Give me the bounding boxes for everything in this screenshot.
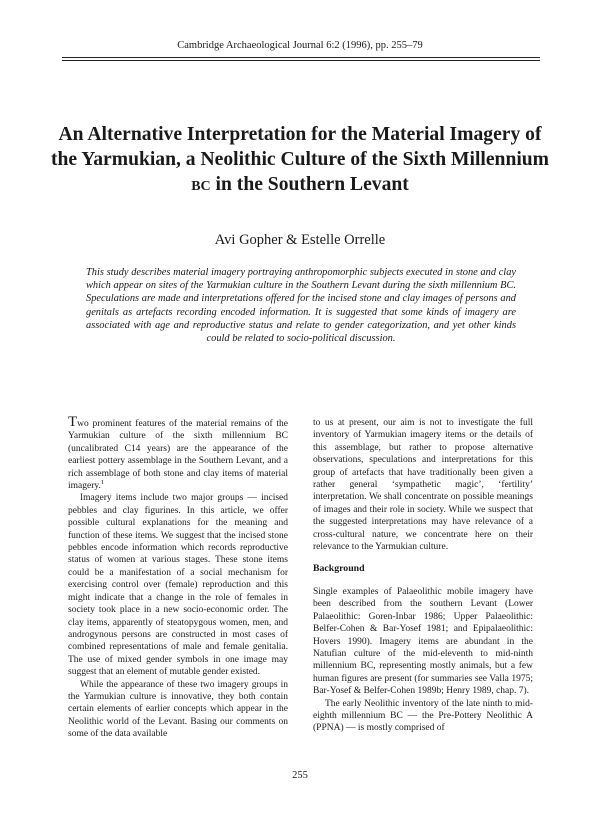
- header-rule-top: [62, 57, 540, 58]
- paragraph-innovation: While the appearance of these two imagery groups in the Yarmukian culture is innovative, they both contain certain elements of earlier concepts which appear in the Neolithic world of the Levant. Basing our comments on some of the data available: [68, 679, 288, 740]
- paragraph-aim: to us at present, our aim is not to investigate the full inventory of Yarmukian imagery items or the details of this assemblage, but rather to propose alternative observations, speculations and interpretations for this group of artefacts that have traditionally been given a rather general ‘sympathetic magic’, ‘fertility’ interpretation. We shall concentrate on possible meanings of images and their role in society. While we suspect that the suggested interpretations may have relevance of a cross-cultural nature, we concentrate here on their relevance to the Yarmukian culture.: [313, 418, 533, 553]
- title-line-2: the Yarmukian, a Neolithic Culture of the Sixth Millennium: [50, 149, 550, 170]
- paragraph-palaeolithic: Single examples of Palaeolithic mobile imagery have been described from the southern Levant (Lower Palaeolithic: Goren-Inbar 1986; Upper Palaeolithic: Belfer-Cohen & Bar-Yosef 1981; and Epipalaeolithic: Hovers 1990). Imagery items are abundant in the Natufian culture of the mid-eleventh to mid-ninth millennium BC, representing mostly animals, but a few human figures are present (for summaries see Valla 1975; Bar-Yosef & Belfer-Cohen 1989b; Henry 1989, chap. 7).: [313, 586, 533, 697]
- section-heading-background: Background: [313, 563, 365, 575]
- title-bc-abbrev: bc: [191, 174, 211, 195]
- footnote-marker[interactable]: 1: [100, 478, 105, 486]
- title-line-3: in the Southern Levant: [210, 174, 409, 195]
- paragraph-intro: [68, 414, 288, 492]
- drop-cap: T: [68, 414, 78, 430]
- header-rule-bottom: [62, 60, 540, 61]
- paragraph-imagery-items: Imagery items include two major groups — incised pebbles and clay figurines. In this article, we offer possible cultural explanations for the meaning and function of these items. We suggest that the incised stone pebbles encode information which records reproductive status of women at various stages. These stone items could be a manifestation of a social mechanism for exercising control over (female) reproduction and this might indicate that a change in the role of females in society took place in a new socio-economic order. The clay items, apparently of steatopygous women, men, and androgynous persons are constructed in most cases of combined representations of male and female genitalia. The use of mixed gender symbols in one image may suggest that an element of mutable gender existed.: [68, 493, 288, 678]
- authors: Avi Gopher & Estelle Orrelle: [214, 232, 386, 248]
- paragraph-early-neolithic: The early Neolithic inventory of the late ninth to mid-eighth millennium BC — the Pre-Pottery Neolithic A (PPNA) — is mostly comprised of: [313, 698, 533, 734]
- page-number: 255: [292, 770, 308, 781]
- right-column: [313, 417, 533, 735]
- title-line-1: An Alternative Interpretation for the Material Imagery of: [58, 124, 542, 145]
- article-title: [40, 122, 560, 197]
- abstract: This study describes material imagery portraying anthropomorphic subjects executed in stone and clay which appear on sites of the Yarmukian culture in the Southern Levant during the sixth millennium BC. Speculations are made and interpretations offered for the incised stone and clay images of persons and genitals as artefacts recording encoded information. It is suggested that some kinds of imagery are associated with age and reproductive status and relate to gender categorization, and yet other kinds could be related to socio-political discussion.: [86, 267, 516, 345]
- paragraph-intro-text: wo prominent features of the material remains of the Yarmukian culture of the sixth millennium BC (uncalibrated C14 years) are the appearance of the earliest pottery assemblage in the Southern Levant, and a rich assemblage of both stone and clay items of material imagery.: [68, 419, 288, 492]
- left-column: [68, 414, 288, 741]
- running-head: Cambridge Archaeological Journal 6:2 (1996), pp. 255–79: [177, 40, 423, 51]
